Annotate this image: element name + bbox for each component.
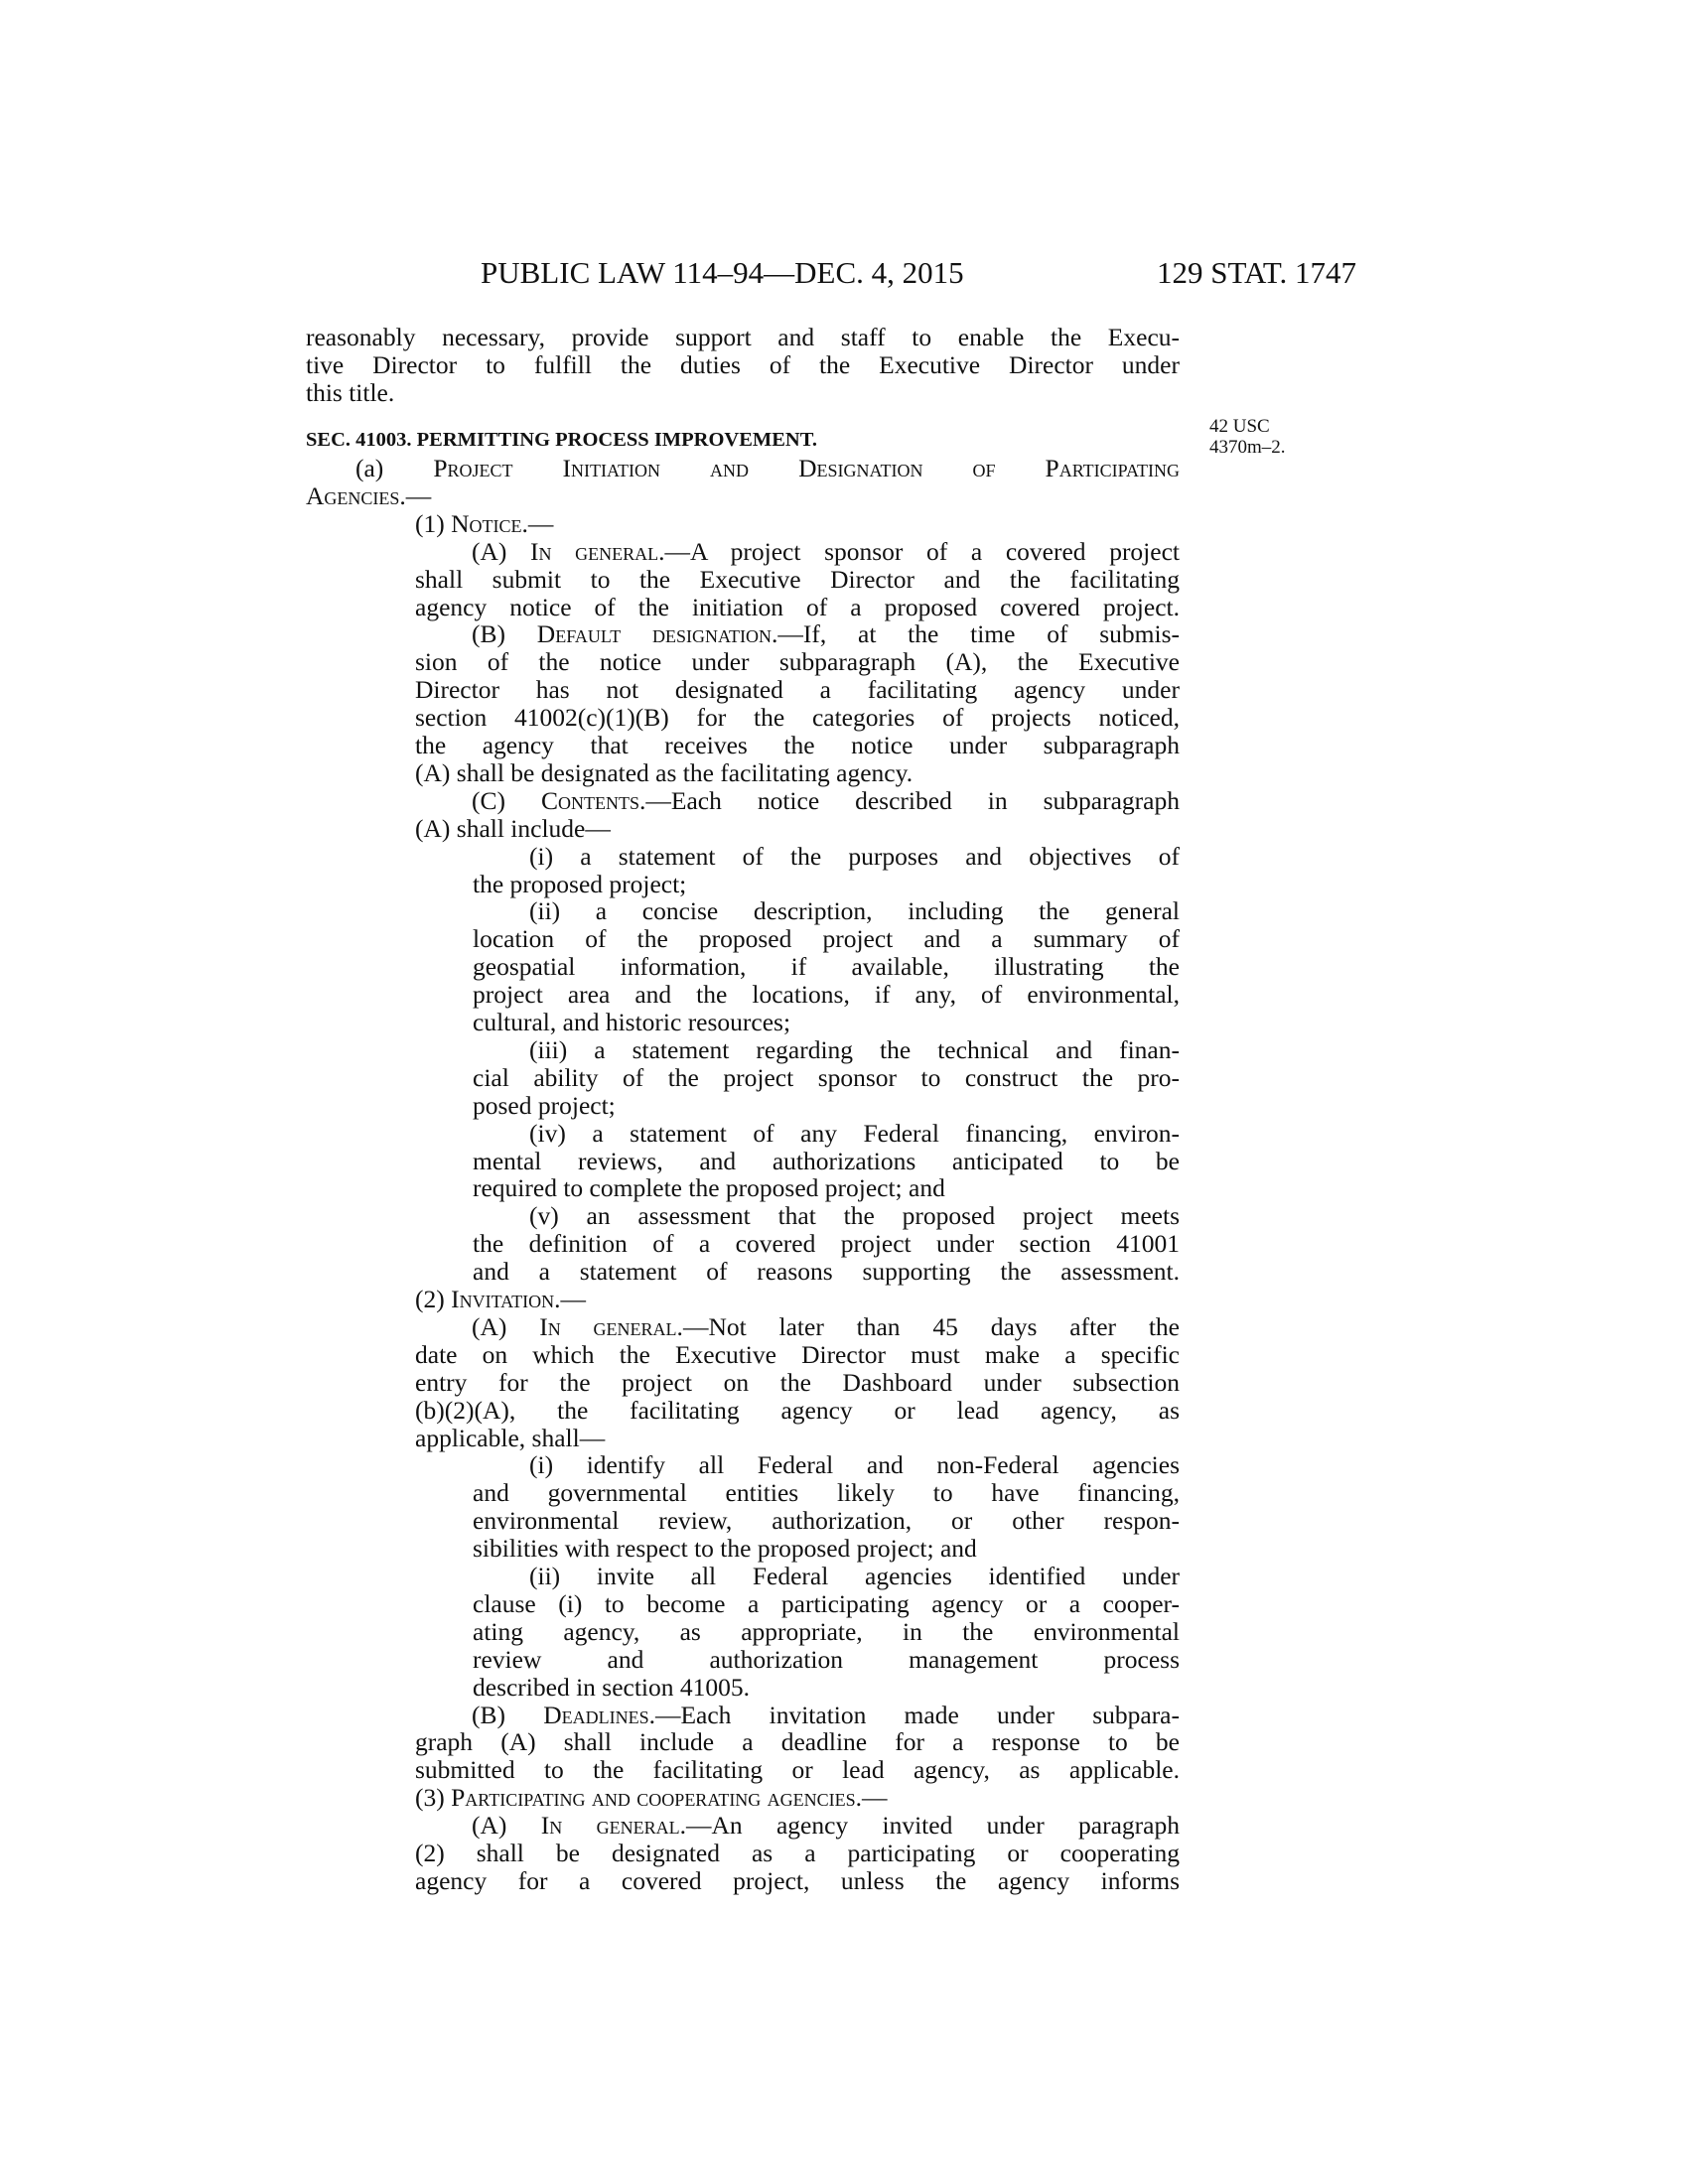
line-text: agency notice of the initiation of a proposed covered project.: [415, 592, 1180, 621]
line-text: (B): [472, 619, 537, 649]
line-text: geospatial information, if available, illustrating the: [473, 952, 1180, 982]
text-line: [473, 1230, 1180, 1258]
text-line: [415, 1840, 1180, 1867]
line-text: described in section 41005.: [473, 1672, 751, 1702]
line-text: (A) shall be designated as the facilitating agency.: [415, 757, 914, 787]
line-text: (i) identify all Federal and non-Federal agencies: [529, 1450, 1180, 1480]
text-line: [415, 1369, 1180, 1397]
text-line: [415, 594, 1180, 621]
text-line: [472, 538, 1180, 566]
text-line: [473, 1258, 1180, 1286]
line-text: sibilities with respect to the proposed project; and: [473, 1534, 977, 1564]
small-caps-heading: Invitation.—: [451, 1285, 587, 1313]
text-line: [473, 981, 1180, 1009]
small-caps-heading: Project Initiation and Designation of Participating: [433, 454, 1180, 482]
line-text: graph (A) shall include a deadline for a response to be: [415, 1727, 1180, 1757]
line-text: (ii) a concise description, including the general: [529, 896, 1180, 926]
line-text: the agency that receives the notice under subparagraph: [415, 731, 1180, 759]
text-line: [473, 1148, 1180, 1175]
text-line: [415, 1728, 1180, 1756]
text-line: [473, 1535, 977, 1563]
small-caps-heading: Participating and cooperating agencies.—: [451, 1783, 888, 1813]
page-reference: 129 STAT. 1747: [1157, 255, 1357, 290]
line-text: entry for the project on the Dashboard under subsection: [415, 1367, 1180, 1397]
line-text: —A project sponsor of a covered project: [664, 536, 1180, 566]
line-text: the proposed project;: [473, 869, 687, 898]
line-text: —Each notice described in subparagraph: [645, 785, 1180, 815]
line-text: required to complete the proposed project; and: [473, 1173, 945, 1203]
line-text: —If, at the time of submis-: [777, 619, 1180, 649]
line-text: (B): [472, 1700, 544, 1729]
text-line: [473, 925, 1180, 953]
line-text: (1): [415, 508, 452, 538]
text-line: [529, 1202, 1180, 1230]
text-line: [415, 1425, 605, 1452]
text-line: [415, 1867, 1180, 1895]
line-text: (A): [472, 1311, 540, 1341]
text-line: [473, 1174, 945, 1202]
text-line: [472, 1702, 1180, 1729]
small-caps-heading: Notice.—: [451, 508, 554, 538]
text-line: [415, 1784, 888, 1812]
text-line: [473, 1674, 750, 1702]
text-line: [415, 510, 553, 538]
intro-line: this title.: [306, 378, 395, 407]
line-text: project area and the locations, if any, of environmental,: [473, 980, 1180, 1010]
line-text: (3): [415, 1783, 452, 1813]
text-line: [473, 1507, 1180, 1535]
line-text: —Each invitation made under subpara-: [654, 1700, 1180, 1729]
text-line: [472, 1313, 1180, 1341]
line-text: (ii) invite all Federal agencies identified under: [529, 1562, 1180, 1590]
line-text: cial ability of the project sponsor to construct the pro-: [473, 1062, 1180, 1092]
line-text: environmental review, authorization, or other respon-: [473, 1506, 1180, 1536]
line-text: sion of the notice under subparagraph (A), the Executive: [415, 647, 1180, 677]
line-text: (C): [472, 785, 541, 815]
text-line: [529, 1563, 1180, 1590]
text-line: [473, 1064, 1180, 1092]
small-caps-heading: In general.: [540, 1811, 686, 1841]
text-line: [529, 1451, 1180, 1479]
text-line: [415, 1756, 1180, 1784]
small-caps-heading: Default designation.: [536, 619, 778, 649]
text-line: [415, 732, 1180, 759]
small-caps-heading: Deadlines.: [543, 1700, 655, 1729]
section-heading: SEC. 41003. PERMITTING PROCESS IMPROVEMENT.: [306, 429, 818, 451]
small-caps-heading: Contents.: [540, 785, 646, 815]
line-text: submitted to the facilitating or lead agency, as applicable.: [415, 1755, 1180, 1785]
text-line: [473, 1618, 1180, 1646]
text-line: [415, 1397, 1180, 1425]
text-line: [473, 1646, 1180, 1674]
running-header-title: PUBLIC LAW 114–94—DEC. 4, 2015: [481, 255, 964, 290]
intro-line: tive Director to fulfill the duties of the Executive Director under: [306, 350, 1180, 379]
line-text: (A): [472, 536, 531, 566]
line-text: agency for a covered project, unless the agency informs: [415, 1865, 1180, 1895]
line-text: (iii) a statement regarding the technical and finan-: [529, 1034, 1180, 1064]
text-line: [306, 482, 431, 510]
line-text: (2): [415, 1285, 452, 1313]
text-line: [415, 676, 1180, 704]
line-text: (A) shall include—: [415, 813, 611, 843]
line-text: date on which the Executive Director must make a specific: [415, 1339, 1180, 1369]
line-text: (b)(2)(A), the facilitating agency or lead agency, as: [415, 1395, 1180, 1425]
line-text: clause (i) to become a participating agency or a cooper-: [473, 1588, 1180, 1618]
text-line: [473, 1009, 790, 1036]
line-text: mental reviews, and authorizations anticipated to be: [473, 1146, 1180, 1175]
text-line: [529, 1036, 1180, 1064]
line-text: section 41002(c)(1)(B) for the categories of projects noticed,: [415, 703, 1180, 733]
intro-line: reasonably necessary, provide support and staff to enable the Execu-: [306, 323, 1180, 351]
text-line: [415, 759, 913, 787]
line-text: and governmental entities likely to have financing,: [473, 1478, 1180, 1508]
text-line: [415, 566, 1180, 594]
line-text: —An agency invited under paragraph: [685, 1811, 1180, 1841]
text-line: [472, 1812, 1180, 1840]
line-text: and a statement of reasons supporting the assessment.: [473, 1257, 1180, 1287]
text-line: [472, 787, 1180, 815]
line-text: (iv) a statement of any Federal financing, environ-: [529, 1118, 1180, 1148]
text-line: [473, 1092, 616, 1120]
text-line: [415, 704, 1180, 732]
text-line: [529, 1120, 1180, 1148]
text-line: [473, 871, 686, 898]
small-caps-heading: Agencies.—: [306, 480, 432, 510]
line-text: (2) shall be designated as a participating or cooperating: [415, 1839, 1180, 1867]
text-line: [415, 648, 1180, 676]
text-line: [415, 815, 611, 843]
line-text: the definition of a covered project under section 41001: [473, 1229, 1180, 1259]
text-line: [415, 1286, 586, 1313]
text-line: [529, 897, 1180, 925]
small-caps-heading: In general.: [530, 536, 665, 566]
text-line: [473, 1479, 1180, 1507]
line-text: (v) an assessment that the proposed project meets: [529, 1201, 1180, 1231]
line-text: cultural, and historic resources;: [473, 1008, 791, 1036]
line-text: Director has not designated a facilitating agency under: [415, 675, 1180, 705]
line-text: ating agency, as appropriate, in the environmental: [473, 1616, 1180, 1646]
line-text: —Not later than 45 days after the: [682, 1311, 1180, 1341]
text-line: [529, 843, 1180, 871]
line-text: applicable, shall—: [415, 1423, 606, 1452]
margin-note-usc: 42 USC: [1209, 416, 1270, 437]
line-text: location of the proposed project and a summary of: [473, 924, 1180, 954]
line-text: review and authorization management process: [473, 1644, 1180, 1674]
text-line: [473, 1590, 1180, 1618]
line-text: (A): [472, 1811, 541, 1841]
text-line: [415, 1341, 1180, 1369]
line-text: posed project;: [473, 1090, 616, 1120]
text-line: [473, 953, 1180, 981]
line-text: shall submit to the Executive Director and the facilitating: [415, 564, 1180, 594]
text-line: [355, 455, 1180, 482]
line-text: (a): [355, 454, 434, 482]
text-line: [472, 620, 1180, 648]
margin-note-section: 4370m–2.: [1209, 437, 1286, 458]
line-text: (i) a statement of the purposes and objectives of: [529, 841, 1180, 871]
small-caps-heading: In general.: [539, 1311, 683, 1341]
